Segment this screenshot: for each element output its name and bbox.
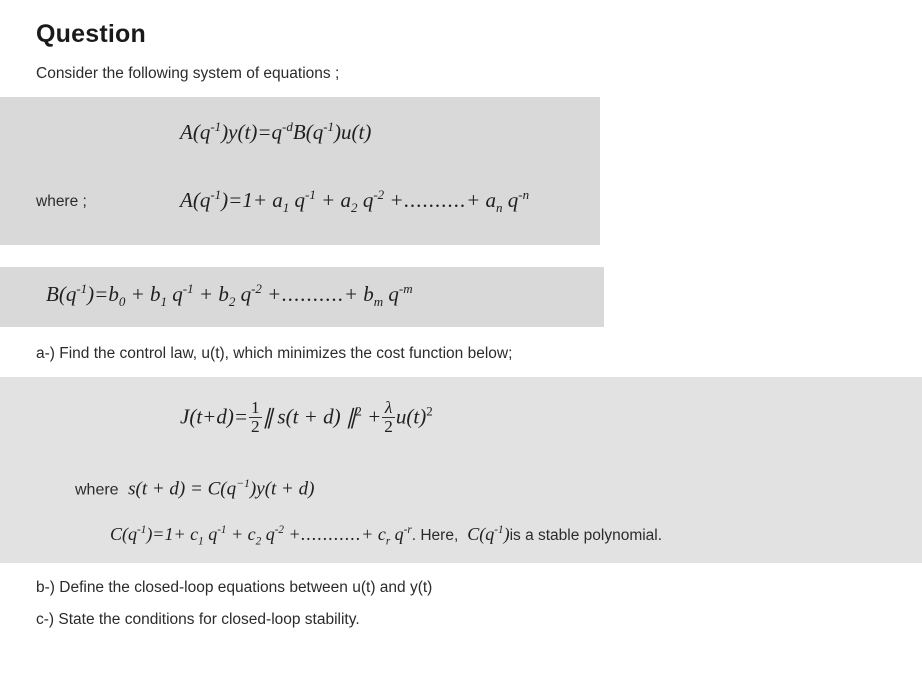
equation-C-polynomial: $C(q^{-1})=1+ c_1$ $q^{-1} + c_2$ $q^{-2}$ +...........+ $c_r$ $q^{-r}$. Here, $C(q^{-1})is$ a stable polynomial. bbox=[110, 524, 663, 548]
where-label-2: where bbox=[75, 481, 119, 499]
equation-block-system bbox=[0, 97, 600, 245]
where-label-1: where ; bbox=[36, 193, 87, 210]
page-title: Question bbox=[36, 20, 146, 48]
equation-cost-function: J(t+d)= $\frac{1}{2}$ ∥ s(t + d) ∥$^2$ + $\frac{\lambda}{2}$ $u(t)^2$ bbox=[180, 398, 433, 436]
part-b-text: b-) Define the closed-loop equations between u(t) and y(t) bbox=[36, 579, 433, 596]
c-note-1: . Here, bbox=[411, 527, 459, 544]
c-note-3: is a stable polynomial. bbox=[509, 527, 663, 544]
part-c-text: c-) State the conditions for closed-loop stability. bbox=[36, 611, 360, 628]
equation-block-cost bbox=[0, 377, 922, 563]
equation-B-polynomial: $B(q^{-1})=b_0 + b_1$ $q^{-1} + b_2$ $q^{-2}$ +..........+ $b_m$ $q^{-m}$ bbox=[46, 281, 413, 310]
equation-block-B bbox=[0, 267, 604, 327]
equation-s-definition: where $s(t + d) = C(q^{-1})y(t + d)$ bbox=[75, 477, 315, 500]
intro-text: Consider the following system of equations ; bbox=[36, 65, 340, 82]
equation-plant: $A(q^{-1})y(t)=q^{-d}B(q^{-1})u(t)$ bbox=[180, 119, 372, 144]
part-a-text: a-) Find the control law, u(t), which minimizes the cost function below; bbox=[36, 345, 513, 362]
equation-A-polynomial: $A(q^{-1})=1+ a_1$ $q^{-1} + a_2$ $q^{-2}$ +..........+ $a_n$ $q^{-n}$ bbox=[180, 187, 530, 216]
